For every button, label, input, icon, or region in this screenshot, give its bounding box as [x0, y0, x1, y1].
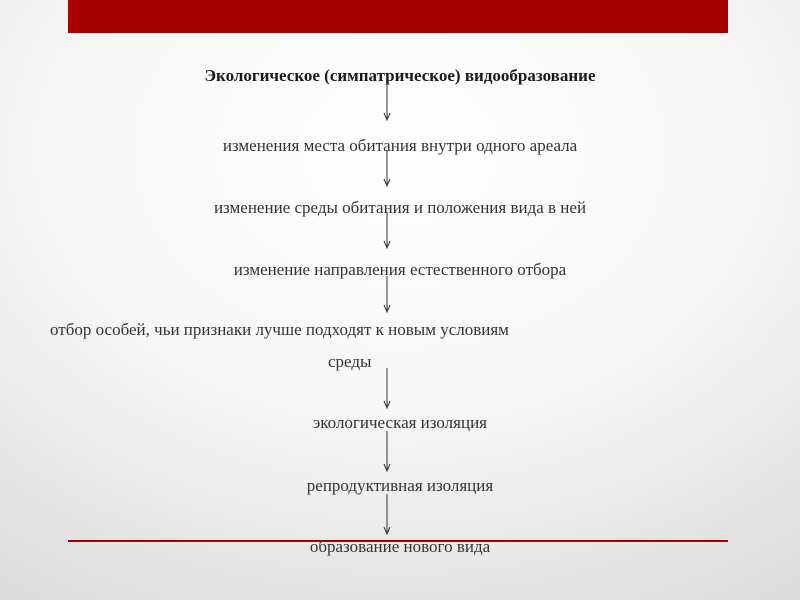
flow-arrow — [381, 494, 393, 536]
flow-arrow — [381, 368, 393, 410]
flow-arrow — [381, 212, 393, 250]
step-selection-direction: изменение направления естественного отбора — [233, 260, 567, 279]
flow-arrow — [381, 431, 393, 473]
step-reproductive-isolation: репродуктивная изоляция — [306, 476, 494, 495]
step-ecological-isolation: экологическая изоляция — [312, 413, 487, 432]
flow-arrow — [381, 84, 393, 122]
step-individual-selection: отбор особей, чьи признаки лучше подходят к новым условиям — [50, 320, 509, 339]
step-new-species: образование нового вида — [309, 537, 491, 556]
step-habitat-change: изменения места обитания внутри одного ареала — [222, 136, 578, 155]
step-environment-change: изменение среды обитания и положения вида в ней — [213, 198, 587, 217]
flow-arrow — [381, 276, 393, 314]
step-individual-selection-cont: среды — [328, 352, 372, 371]
diagram-title: Экологическое (симпатрическое) видообразование — [204, 66, 596, 85]
header-accent-bar — [68, 0, 728, 33]
flow-arrow — [381, 150, 393, 188]
